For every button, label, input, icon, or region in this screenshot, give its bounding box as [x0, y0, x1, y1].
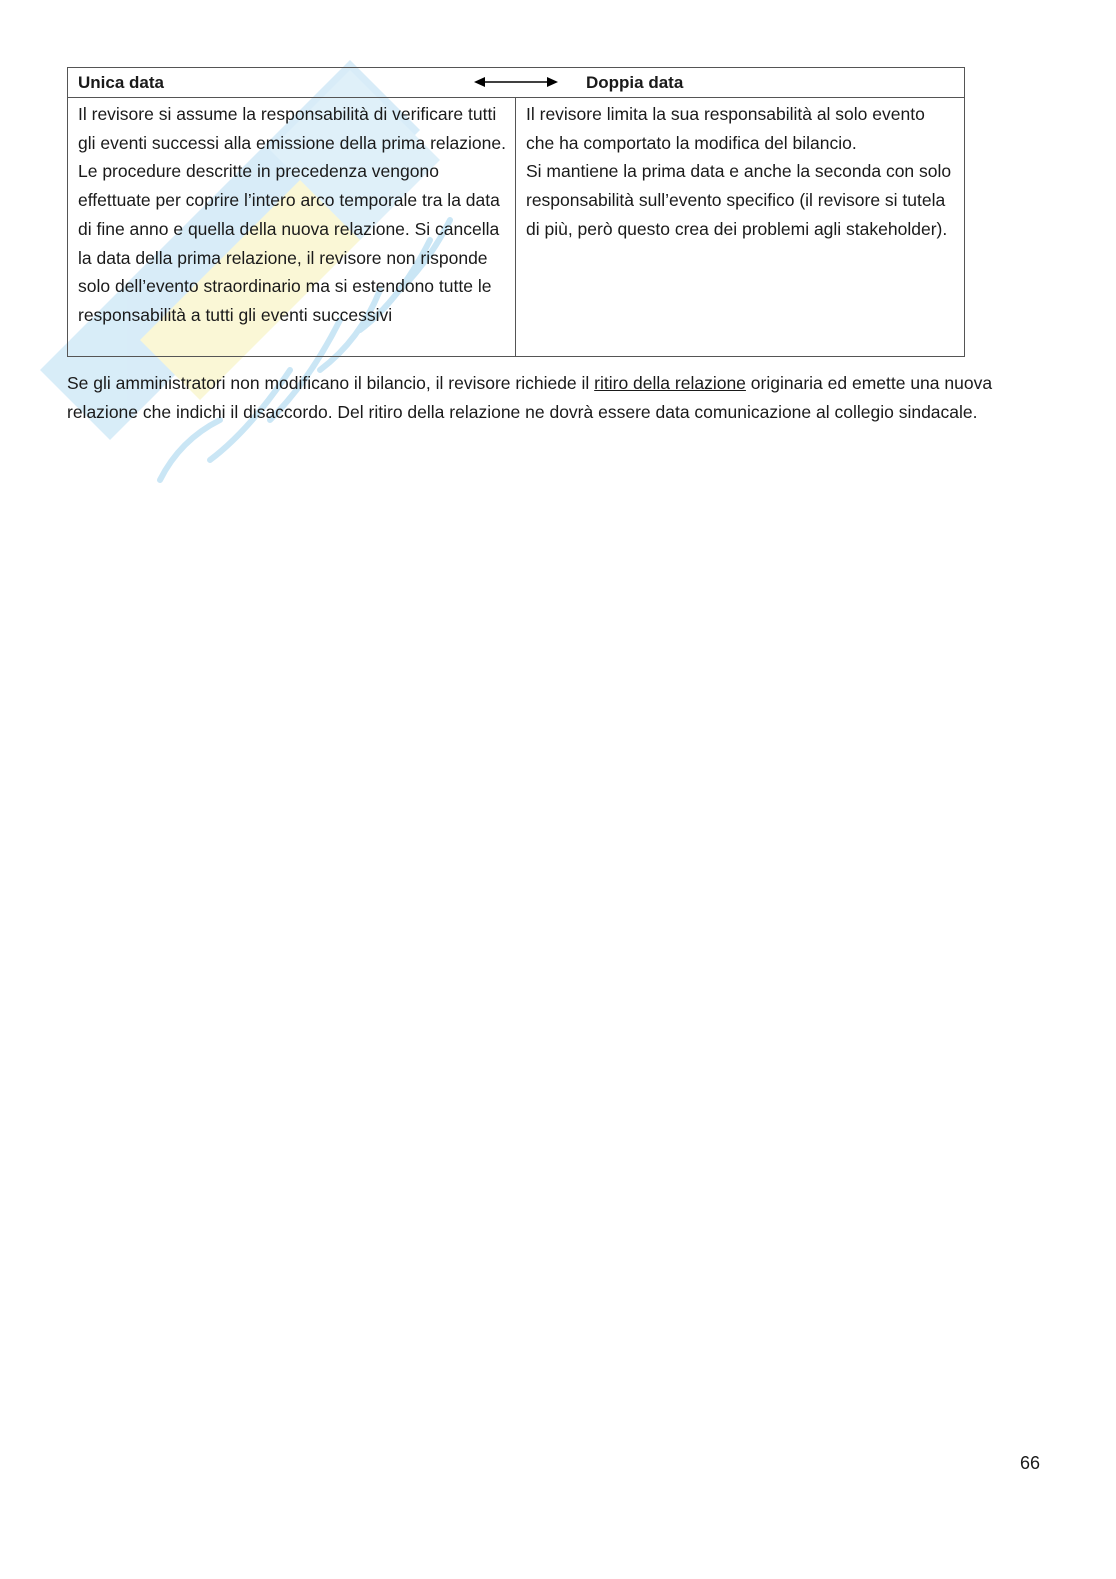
double-arrow-icon	[474, 74, 558, 90]
table-header	[68, 68, 965, 98]
comparison-table-container	[67, 67, 965, 357]
cell-doppia-data-line2: Si mantiene la prima data e anche la seconda con solo responsabilità sull’evento specifico (il revisore si tutela di più, però questo crea dei problemi agli stakeholder).	[526, 161, 952, 239]
paragraph-text-before: Se gli amministratori non modificano il bilancio, il revisore richiede il	[67, 373, 595, 393]
underlined-term: ritiro della relazione	[594, 373, 746, 393]
cell-doppia-data-line1: Il revisore limita la sua responsabilità al solo evento che ha comportato la modifica del bilancio.	[526, 104, 925, 153]
cell-doppia-data	[516, 98, 965, 357]
table-row	[68, 98, 965, 357]
page-number: 66	[1020, 1453, 1041, 1473]
comparison-table	[67, 67, 965, 357]
paragraph-text-after: originaria ed emette una nuova relazione che indichi il disaccordo. Del ritiro della relazione ne dovrà essere data comunicazione al collegio sindacale.	[67, 373, 993, 422]
header-unica-data: Unica data	[78, 72, 164, 92]
body-paragraph	[67, 369, 1027, 426]
header-doppia-data: Doppia data	[586, 73, 684, 92]
cell-unica-data: Il revisore si assume la responsabilità di verificare tutti gli eventi successi alla emissione della prima relazione. Le procedure descritte in precedenza vengono effettuate per coprire l’intero arco temporale tra la data di fine anno e quella della nuova relazione. Si cancella la data della prima relazione, il revisore non risponde solo dell’evento straordinario ma si estendono tutte le responsabilità a tutti gli eventi successivi	[68, 98, 516, 357]
table-header-row	[68, 68, 965, 98]
